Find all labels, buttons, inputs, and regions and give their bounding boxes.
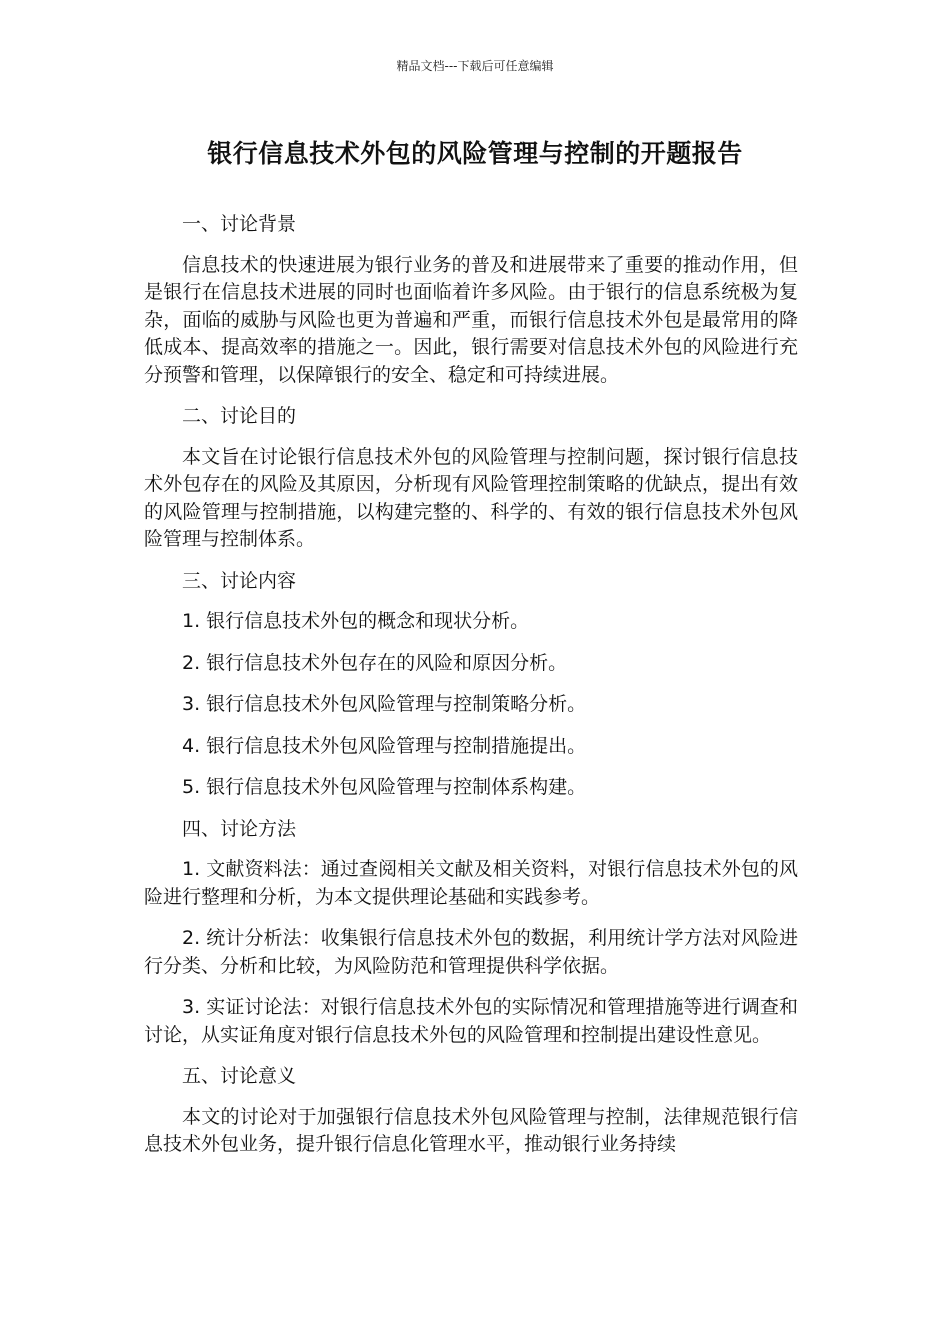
method-item-3: 3. 实证讨论法：对银行信息技术外包的实际情况和管理措施等进行调查和讨论，从实证角度对银行信息技术外包的风险管理和控制提出建设性意见。 <box>144 996 798 1046</box>
content-item-1: 1. 银行信息技术外包的概念和现状分析。 <box>182 610 530 632</box>
paragraph-purpose: 本文旨在讨论银行信息技术外包的风险管理与控制问题，探讨银行信息技术外包存在的风险及其原因，分析现有风险管理控制策略的优缺点，提出有效的风险管理与控制措施，以构建完整的、科学的、有效的银行信息技术外包风险管理与控制体系。 <box>144 445 798 550</box>
method-item-2: 2. 统计分析法：收集银行信息技术外包的数据，利用统计学方法对风险进行分类、分析和比较，为风险防范和管理提供科学依据。 <box>144 927 798 977</box>
content-item-2: 2. 银行信息技术外包存在的风险和原因分析。 <box>182 651 568 674</box>
section-heading-purpose: 二、讨论目的 <box>182 405 297 427</box>
paragraph-significance: 本文的讨论对于加强银行信息技术外包风险管理与控制，法律规范银行信息技术外包业务，提升银行信息化管理水平，推动银行业务持续 <box>144 1105 798 1155</box>
header-note: 精品文档---下载后可任意编辑 <box>396 59 554 73</box>
method-item-1: 1. 文献资料法：通过查阅相关文献及相关资料，对银行信息技术外包的风险进行整理和分析，为本文提供理论基础和实践参考。 <box>144 858 798 908</box>
document-body <box>144 211 798 1173</box>
section-heading-methods: 四、讨论方法 <box>182 817 297 840</box>
content-item-5: 5. 银行信息技术外包风险管理与控制体系构建。 <box>182 776 587 798</box>
section-heading-significance: 五、讨论意义 <box>182 1065 297 1087</box>
content-item-4: 4. 银行信息技术外包风险管理与控制措施提出。 <box>182 734 587 757</box>
paragraph-background: 信息技术的快速进展为银行业务的普及和进展带来了重要的推动作用，但是银行在信息技术进展的同时也面临着许多风险。由于银行的信息系统极为复杂，面临的威胁与风险也更为普遍和严重，而银行信息技术外包是最常用的降低成本、提高效率的措施之一。因此，银行需要对信息技术外包的风险进行充分预警和管理，以保障银行的安全、稳定和可持续进展。 <box>144 253 798 386</box>
section-heading-content: 三、讨论内容 <box>182 569 297 592</box>
section-heading-background: 一、讨论背景 <box>182 213 297 235</box>
content-item-3: 3. 银行信息技术外包风险管理与控制策略分析。 <box>182 693 587 715</box>
document-title: 银行信息技术外包的风险管理与控制的开题报告 <box>207 139 743 168</box>
